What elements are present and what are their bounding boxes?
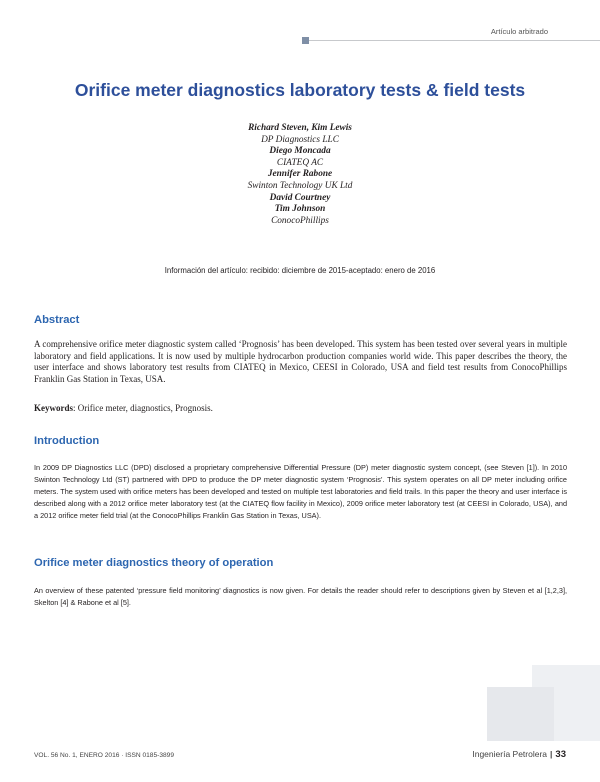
author-affiliation: CIATEQ AC (276, 157, 324, 168)
page-number: 33 (555, 749, 566, 760)
header-square-marker (302, 37, 309, 44)
journal-name: Ingeniería Petrolera (472, 749, 548, 759)
header-rule (308, 40, 600, 41)
author-names: David Courtney (269, 192, 331, 203)
footer-journal (472, 749, 566, 760)
author-block (0, 123, 600, 227)
footer-volume-info: VOL. 56 No. 1, ENERO 2016 · ISSN 0185-3899 (34, 752, 175, 759)
decorative-block (487, 687, 554, 741)
theory-text: An overview of these patented ‘pressure field monitoring’ diagnostics is now given. For details the reader should refer to descriptions given by Steven et al [1,2,3], Skelton [4] & Rabone et al [5]. (34, 586, 567, 608)
introduction-heading: Introduction (34, 435, 100, 447)
abstract-text: A comprehensive orifice meter diagnostic system called ‘Prognosis’ has been developed. This system has been tested over several years in multiple laboratory and field applications. It is now used by multiple hydrocarbon production companies world wide. This paper describes the theory, the user interface and shows laboratory test results from CIATEQ in Mexico, CEESI in Colorado, USA and field test results from ConocoPhillips Franklin Gas Station in Texas, USA. (34, 339, 567, 385)
author-names: Tim Johnson (274, 204, 326, 215)
keywords-label: Keywords (34, 403, 73, 413)
keywords-line (34, 403, 567, 415)
abstract-heading: Abstract (34, 314, 80, 326)
article-info: Información del artículo: recibido: diciembre de 2015-aceptado: enero de 2016 (164, 266, 436, 275)
article-title: Orifice meter diagnostics laboratory tests & field tests (74, 80, 526, 100)
theory-heading: Orifice meter diagnostics theory of operation (34, 557, 274, 569)
author-affiliation: ConocoPhillips (271, 215, 329, 226)
footer-separator: | (550, 749, 553, 759)
author-names: Diego Moncada (269, 146, 331, 157)
author-affiliation: Swinton Technology UK Ltd (247, 180, 353, 191)
section-label: Artículo arbitrado (490, 27, 548, 36)
decorative-block (532, 665, 600, 687)
author-names: Jennifer Rabone (267, 169, 333, 180)
author-names: Richard Steven, Kim Lewis (248, 123, 352, 133)
introduction-text: In 2009 DP Diagnostics LLC (DPD) disclosed a proprietary comprehensive Differential Pressure (DP) meter diagnostic system concept, (see Steven [1]). In 2010 Swinton Technology Ltd (ST) partnered with DPD to produce the DP meter diagnostic system ‘Prognosis’. This system operates on all DP meter including orifice meters. The system used with orifice meters has been developed and tested on multiple test laboratories and field trails. In this paper the theory and user interface is described along with a 2012 orifice meter laboratory test (at the CIATEQ flow facility in Mexico), 2009 orifice meter laboratory test (at CEESI in Colorado, USA), and a 2012 orifice meter field trial (at the ConocoPhillips Franklin Gas Station in Texas, USA). (34, 463, 567, 521)
author-affiliation: DP Diagnostics LLC (261, 134, 339, 145)
keywords-list: : Orifice meter, diagnostics, Prognosis. (73, 403, 213, 413)
decorative-block (554, 687, 600, 741)
